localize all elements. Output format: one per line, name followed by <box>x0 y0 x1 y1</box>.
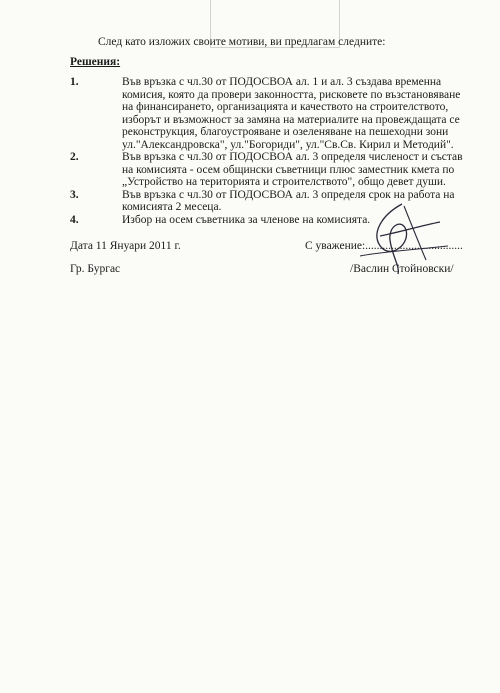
decision-number: 2. <box>70 151 79 163</box>
decision-text: Във връзка с чл.30 от ПОДОСВОА ал. 3 определя срок на работа на комисията 2 месеца. <box>122 188 455 213</box>
decision-item <box>70 151 470 189</box>
signer-name: /Васлин Стойновски/ <box>350 263 454 275</box>
regards-line: С уважение:.................................. <box>305 240 463 252</box>
decision-text: Във връзка с чл.30 от ПОДОСВОА ал. 3 определя численост и състав на комисията - осем общински съветници плюс заместник кмета по „Устройство на територията и строителството", общо девет души. <box>122 151 463 188</box>
document-date: Дата 11 Януари 2011 г. <box>70 240 181 252</box>
decisions-heading: Решения: <box>70 56 121 68</box>
decision-text: Във връзка с чл.30 от ПОДОСВОА ал. 1 и ал. 3 създава временна комисия, която да провери законността, рисковете по възстановяване на финансирането, организацията и качеството на строителството, изборът и възможност за замяна на материалите на провеждащата се реконструкция, благоустрояване и озеленяване на пешеходни зони ул."Александровска", ул."Богориди", ул."Св.Св. Кирил и Методий". <box>122 76 461 151</box>
decision-number: 3. <box>70 188 79 201</box>
handwritten-signature-icon <box>340 196 460 276</box>
decision-text: Избор на осем съветника за членове на комисията. <box>122 213 371 226</box>
decision-number: 1. <box>70 76 79 88</box>
intro-text: След като изложих своите мотиви, ви предлагам следните: <box>98 36 386 48</box>
document-city: Гр. Бургас <box>70 263 121 275</box>
decision-number: 4. <box>70 213 79 226</box>
decision-item <box>70 76 470 151</box>
